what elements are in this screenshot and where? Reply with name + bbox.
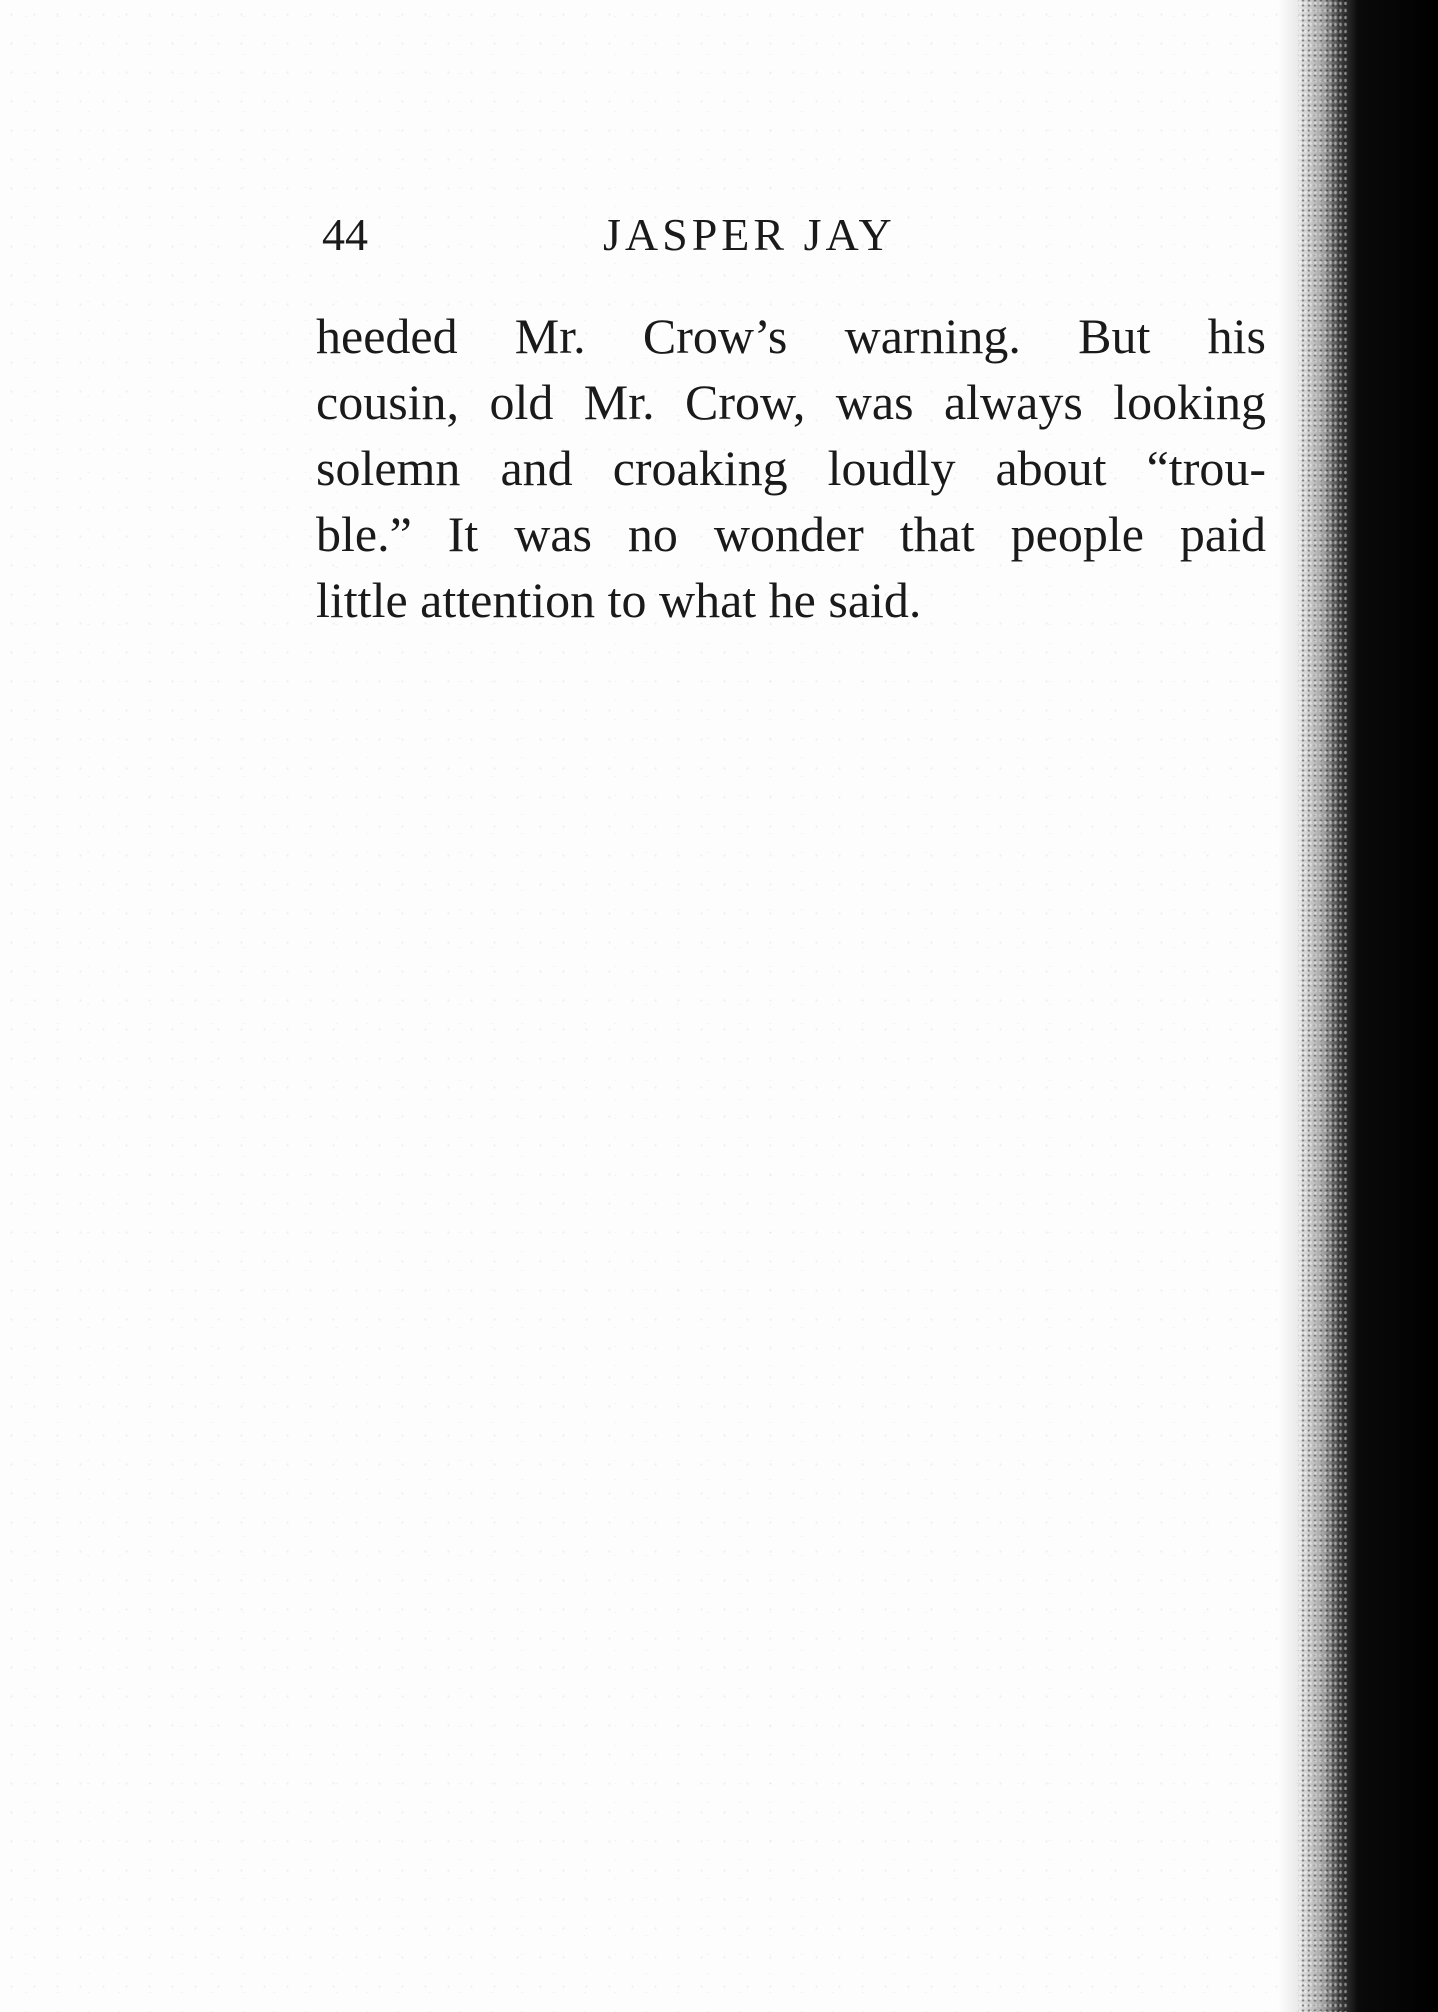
text-line: solemn and croaking loudly about “trou- [316,440,1266,496]
book-spine-texture [1298,0,1348,2012]
text-line: ble.” It was no wonder that people paid [316,506,1266,562]
body-paragraph [316,303,1266,633]
running-head [322,205,1272,265]
book-title: JASPER JAY [603,209,896,260]
page-number: 44 [322,209,368,260]
text-line: little attention to what he said. [316,572,922,628]
text-line: cousin, old Mr. Crow, was always looking [316,374,1266,430]
text-line: heeded Mr. Crow’s warning. But his [316,308,1266,364]
